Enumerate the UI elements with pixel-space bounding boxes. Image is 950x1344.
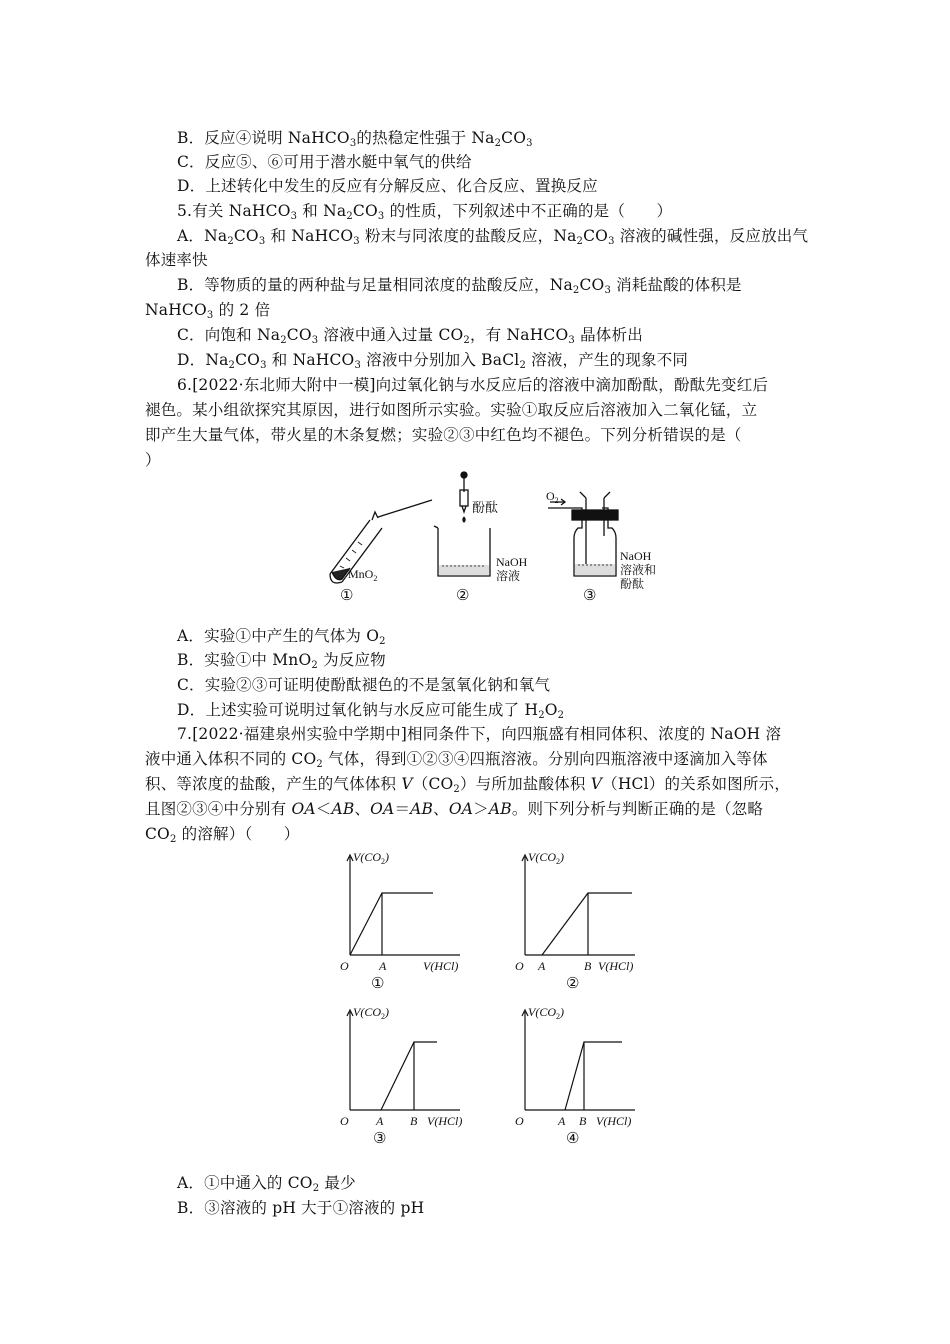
o2-label: $O_2$ bbox=[546, 489, 559, 505]
point-b-label: B bbox=[584, 959, 592, 973]
mno2-label: MnO$_2$ bbox=[348, 567, 378, 583]
graph-4 bbox=[510, 1000, 645, 1150]
point-b-label: B bbox=[579, 1114, 587, 1128]
solution-label-2: 溶液 bbox=[496, 569, 521, 583]
x-label: V(HCl) bbox=[427, 1114, 463, 1128]
y-label: $V(CO_2)$ bbox=[353, 1005, 389, 1021]
y-label: $V(CO_2)$ bbox=[528, 850, 564, 866]
point-a-label: A bbox=[376, 1114, 384, 1128]
data-line bbox=[542, 893, 632, 955]
q7-stem-line1: 7.[2022·福建泉州实验中学期中]相同条件下，向四瓶盛有相同体积、浓度的 NaOH 溶 bbox=[177, 725, 782, 743]
q6-option-c: C．实验②③可证明使酚酞褪色的不是氢氧化钠和氧气 bbox=[177, 676, 551, 694]
q4-option-d: D．上述转化中发生的反应有分解反应、化合反应、置换反应 bbox=[177, 177, 598, 195]
graph-number: ① bbox=[371, 976, 385, 992]
phenolphthalein-label: 酚酞 bbox=[472, 500, 499, 515]
q7-option-a: A．①中通入的 $CO_2$ 最少 bbox=[177, 1174, 356, 1194]
q6-stem-line2: 褪色。某小组欲探究其原因，进行如图所示实验。实验①取反应后溶液加入二氧化锰，立 bbox=[145, 401, 758, 419]
y-label: $V(CO_2)$ bbox=[528, 1005, 564, 1021]
naoh-label-3: NaOH bbox=[620, 549, 652, 563]
q6-option-a: A．实验①中产生的气体为 $O_2$ bbox=[177, 627, 386, 647]
graph-number: ④ bbox=[566, 1131, 580, 1147]
apparatus-figure bbox=[320, 470, 670, 610]
naoh-label-2: NaOH bbox=[496, 555, 528, 569]
data-line bbox=[350, 893, 433, 955]
q5-option-d: D．$Na_2CO_3$ 和 NaHCO$_3$ 溶液中分别加入 BaCl$_2$ 溶液，产生的现象不同 bbox=[177, 351, 689, 371]
q7-stem-line2: 液中通入体积不同的 $CO_2$ 气体，得到①②③④四瓶溶液。分别向四瓶溶液中逐滴加入等体 bbox=[145, 750, 768, 770]
test-tube-1 bbox=[330, 500, 432, 583]
q6-stem-line1: 6.[2022·东北师大附中一模]向过氧化钠与水反应后的溶液中滴加酚酞，酚酞先变红后 bbox=[177, 376, 769, 394]
y-label: $V(CO_2)$ bbox=[353, 850, 389, 866]
q5-stem: 5.有关 NaHCO$_3$ 和 $Na_2CO_3$ 的性质，下列叙述中不正确的是（ ） bbox=[177, 202, 673, 222]
point-b-label: B bbox=[410, 1114, 418, 1128]
q5-option-a-cont: 体速率快 bbox=[145, 251, 208, 269]
q6-stem-line3: 即产生大量气体，带火星的木条复燃；实验②③中红色均不褪色。下列分析错误的是（ bbox=[145, 426, 742, 444]
data-line bbox=[381, 1042, 437, 1110]
q4-option-c: C．反应⑤、⑥可用于潜水艇中氧气的供给 bbox=[177, 153, 472, 171]
data-line bbox=[565, 1042, 622, 1110]
point-a-label: A bbox=[538, 959, 546, 973]
q5-option-b-cont: NaHCO$_3$ 的 2 倍 bbox=[145, 301, 271, 321]
graph-number: ③ bbox=[373, 1131, 387, 1147]
x-label: V(HCl) bbox=[423, 959, 459, 973]
graph-number: ② bbox=[566, 976, 580, 992]
label-3: ③ bbox=[583, 588, 597, 604]
point-a-label: A bbox=[379, 959, 387, 973]
beaker-2 bbox=[434, 472, 490, 576]
q7-stem-line3: 积、等浓度的盐酸，产生的气体体积 $V(CO_2)$与所加盐酸体积 V（HCl）的关系如图所示， bbox=[145, 775, 791, 795]
origin-label: O bbox=[515, 959, 524, 973]
q7-stem-line4: 且图②③④中分别有 OA＜AB、OA＝AB、OA＞AB。则下列分析与判断正确的是（忽略 bbox=[145, 800, 764, 818]
q5-option-a: A．$Na_2CO_3$ 和 NaHCO$_3$ 粉末与同浓度的盐酸反应，$Na_2CO_3$ 溶液的碱性强，反应放出气 bbox=[177, 227, 809, 247]
solution-and-label-3: 溶液和 bbox=[620, 563, 657, 577]
x-label: V(HCl) bbox=[598, 959, 634, 973]
graph-3 bbox=[335, 1000, 470, 1150]
origin-label: O bbox=[340, 1114, 349, 1128]
q5-option-b: B．等物质的量的两种盐与足量相同浓度的盐酸反应，$Na_2CO_3$ 消耗盐酸的体积是 bbox=[177, 276, 742, 296]
x-label: V(HCl) bbox=[596, 1114, 632, 1128]
q6-option-b: B．实验①中 MnO$_2$ 为反应物 bbox=[177, 651, 386, 671]
q7-stem-line5: $CO_2$ 的溶解）（ ） bbox=[145, 825, 300, 845]
label-1: ① bbox=[340, 588, 354, 604]
label-2: ② bbox=[456, 588, 470, 604]
phenol-label-3: 酚酞 bbox=[620, 577, 645, 591]
q4-option-b: B．反应④说明 NaHCO$_3$的热稳定性强于 $Na_2CO_3$ bbox=[177, 129, 533, 149]
q6-stem-line4: ） bbox=[145, 451, 161, 469]
q6-option-d: D．上述实验可说明过氧化钠与水反应可能生成了 $H_2O_2$ bbox=[177, 701, 565, 721]
point-a-label: A bbox=[558, 1114, 566, 1128]
graph-1 bbox=[335, 845, 470, 995]
q7-option-b: B．③溶液的 pH 大于①溶液的 pH bbox=[177, 1199, 425, 1217]
origin-label: O bbox=[340, 959, 349, 973]
graph-2 bbox=[510, 845, 645, 995]
origin-label: O bbox=[515, 1114, 524, 1128]
q5-option-c: C．向饱和 $Na_2CO_3$ 溶液中通入过量 $CO_2$，有 NaHCO$_3$ 晶体析出 bbox=[177, 326, 643, 346]
